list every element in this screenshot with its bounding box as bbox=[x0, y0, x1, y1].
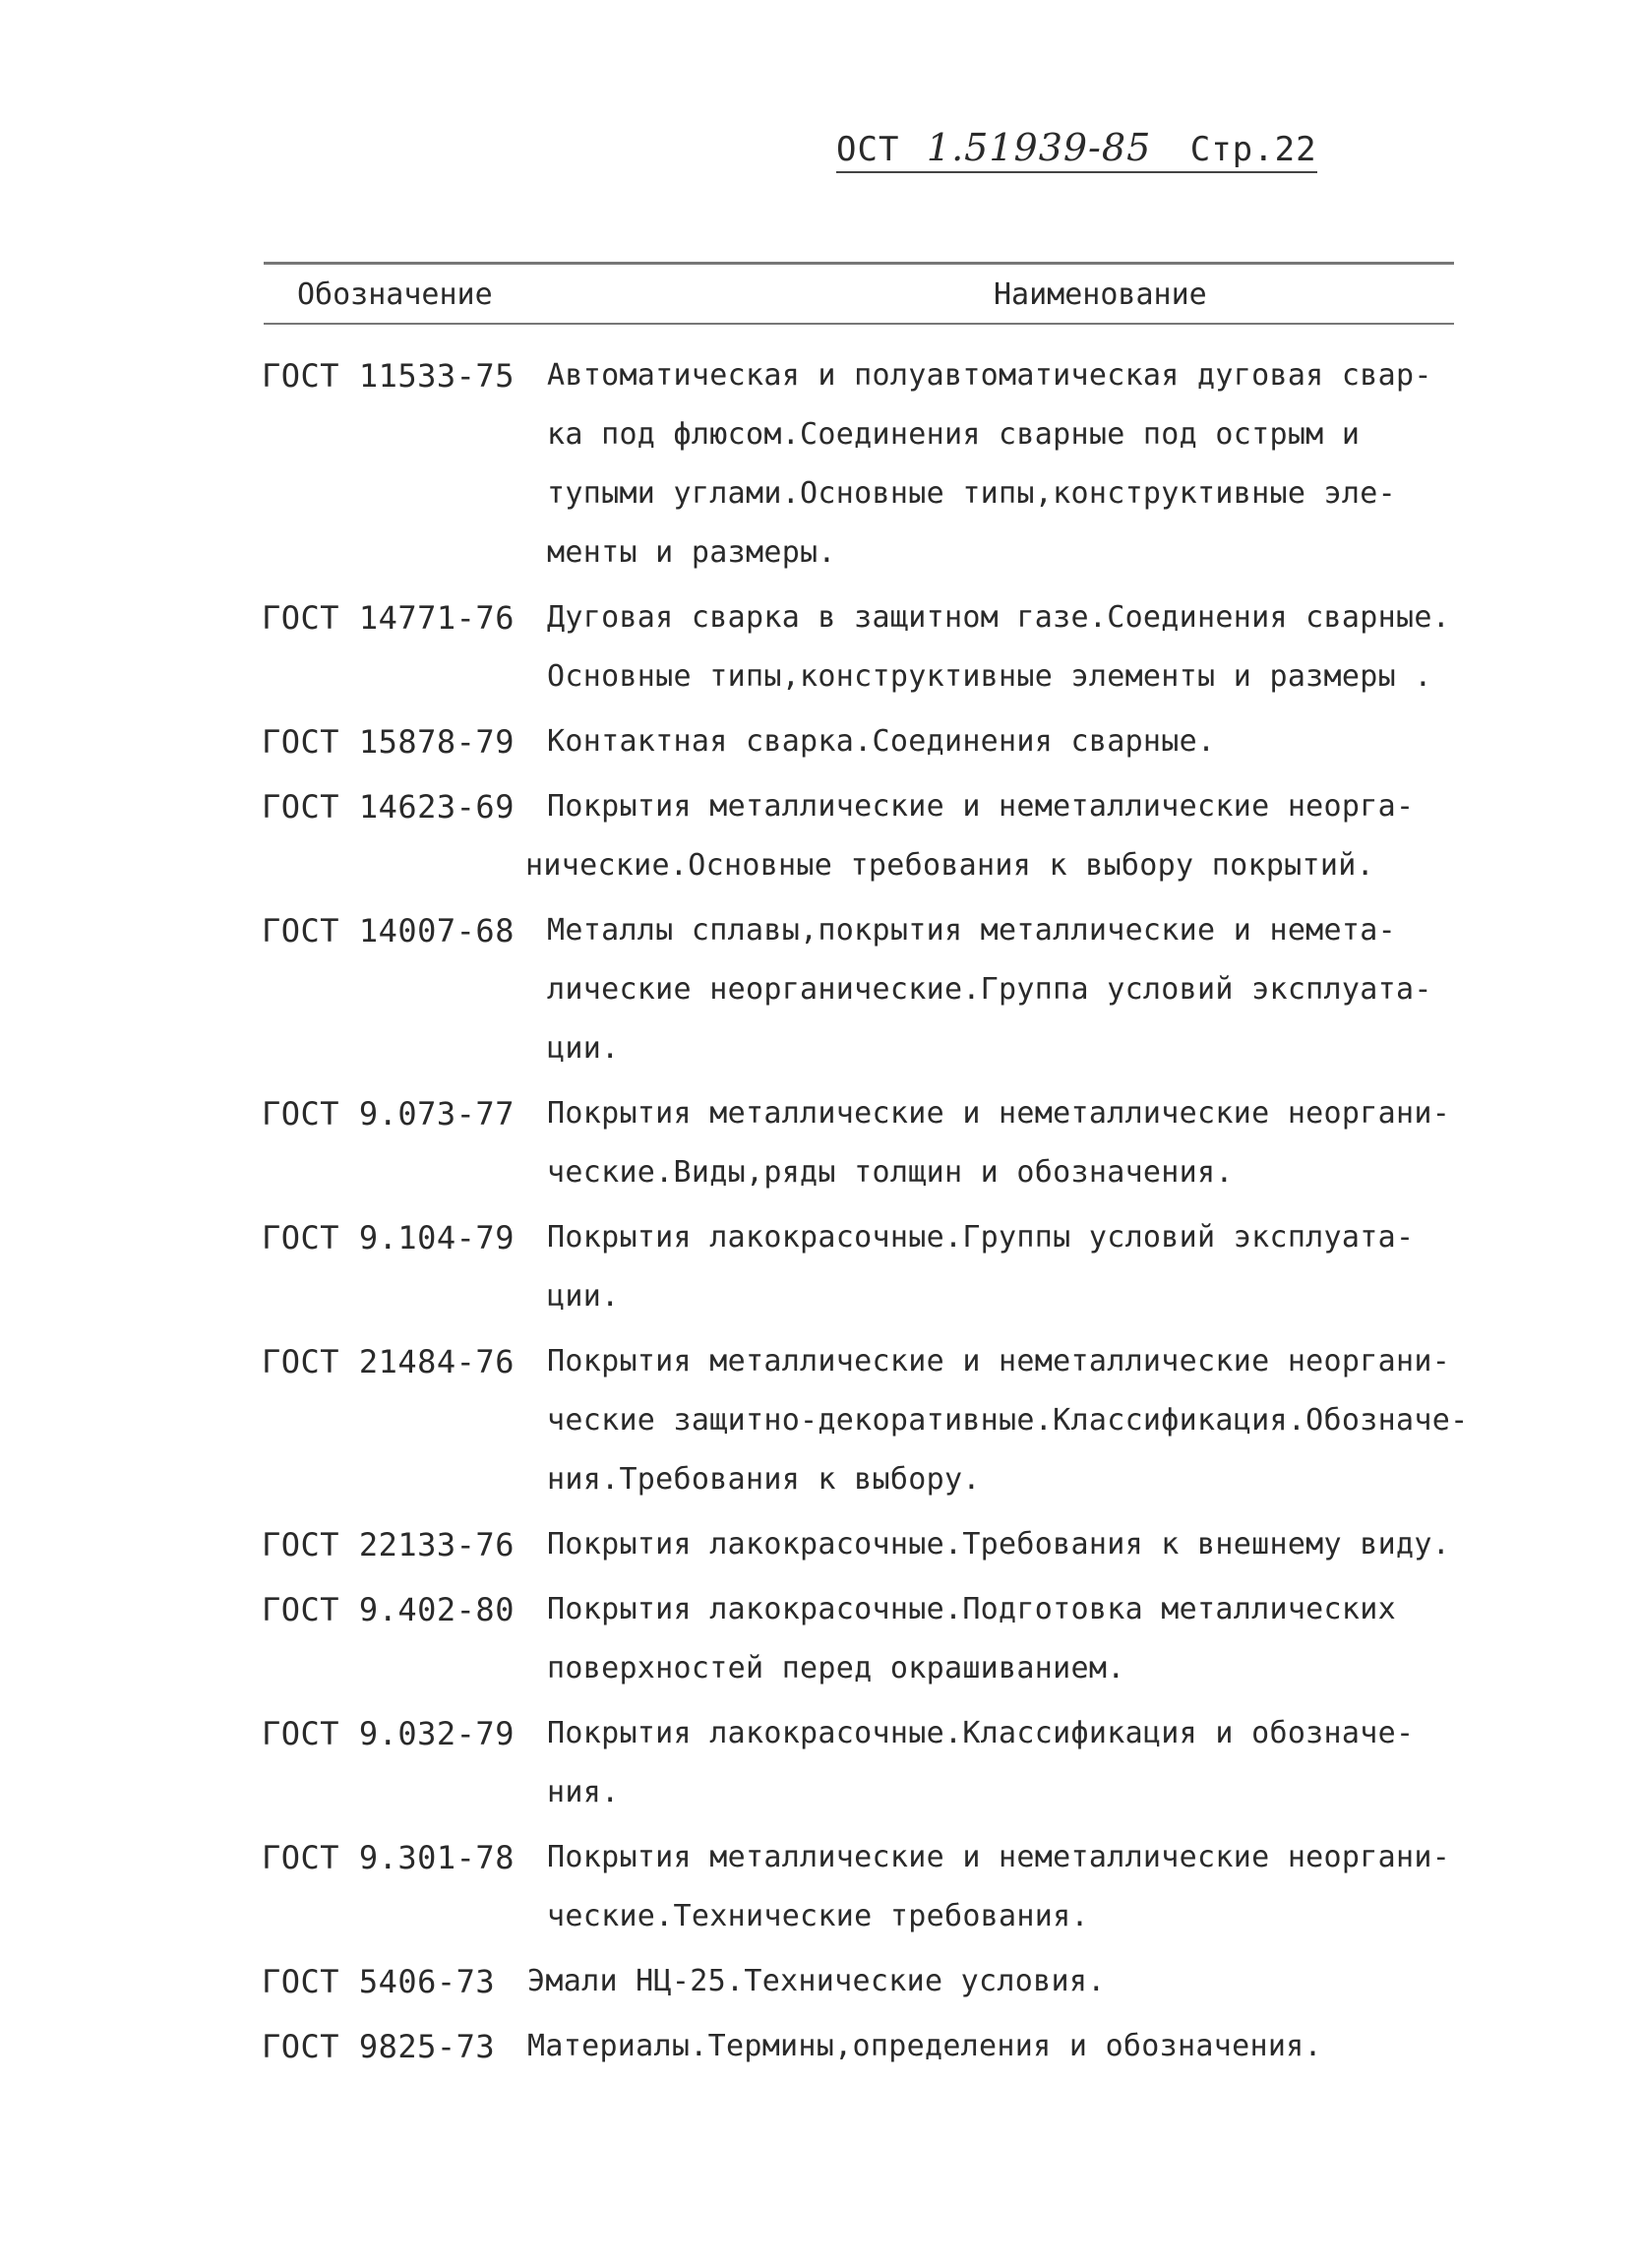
standards-list bbox=[0, 346, 1638, 2082]
column-header-designation: Обозначение bbox=[297, 277, 493, 312]
standard-title bbox=[547, 901, 1531, 1078]
standard-title-line: ния.Требования к выбору. bbox=[547, 1462, 981, 1497]
table-row bbox=[0, 588, 1638, 706]
standard-code: ГОСТ 9825-73 bbox=[262, 2028, 496, 2065]
standard-title bbox=[547, 588, 1531, 706]
standard-title-line: Покрытия лакокрасочные.Группы условий эксплуата- bbox=[547, 1220, 1415, 1255]
standard-title-line: Покрытия лакокрасочные.Классификация и обозначе- bbox=[547, 1716, 1415, 1750]
standard-title-line: тупыми углами.Основные типы,конструктивные эле- bbox=[547, 476, 1396, 511]
standard-title-line: менты и размеры. bbox=[547, 535, 836, 570]
page-number: Стр.22 bbox=[1189, 130, 1317, 169]
standard-code: ГОСТ 22133-76 bbox=[262, 1526, 515, 1563]
standard-title-line: Покрытия лакокрасочные.Подготовка металлических bbox=[547, 1592, 1396, 1626]
standard-title-line: ции. bbox=[547, 1279, 620, 1314]
document-number: 1.51939-85 bbox=[926, 126, 1152, 169]
standard-title-line: ции. bbox=[547, 1031, 620, 1066]
standard-title-line: Покрытия металлические и неметаллические неорга- bbox=[547, 789, 1415, 824]
standard-code: ГОСТ 9.032-79 bbox=[262, 1715, 515, 1752]
standard-title-line: Контактная сварка.Соединения сварные. bbox=[547, 724, 1216, 759]
table-row bbox=[0, 346, 1638, 582]
table-row bbox=[0, 1515, 1638, 1574]
table-row bbox=[0, 1704, 1638, 1822]
standard-code: ГОСТ 21484-76 bbox=[262, 1343, 515, 1380]
standard-title bbox=[547, 1515, 1531, 1574]
table-row bbox=[0, 901, 1638, 1078]
standard-title-line: Дуговая сварка в защитном газе.Соединения сварные. bbox=[547, 600, 1451, 635]
standard-title bbox=[547, 1828, 1531, 1946]
standard-title-line: поверхностей перед окрашиванием. bbox=[547, 1651, 1125, 1686]
table-header-rule bbox=[264, 323, 1454, 325]
standard-title-line: Покрытия металлические и неметаллические неоргани- bbox=[547, 1344, 1451, 1379]
standard-code: ГОСТ 9.301-78 bbox=[262, 1839, 515, 1876]
standard-title-line: ния. bbox=[547, 1775, 620, 1809]
standard-title bbox=[547, 1704, 1531, 1822]
standard-title-line: Материалы.Термины,определения и обозначения. bbox=[527, 2029, 1322, 2063]
standard-code: ГОСТ 9.104-79 bbox=[262, 1219, 515, 1257]
standard-title bbox=[547, 712, 1531, 771]
standard-title-line: ческие.Технические требования. bbox=[547, 1899, 1089, 1933]
standard-title-line: Покрытия металлические и неметаллические неоргани- bbox=[547, 1840, 1451, 1874]
standard-title bbox=[547, 346, 1531, 582]
table-row bbox=[0, 2017, 1638, 2076]
table-row bbox=[0, 1952, 1638, 2011]
standard-code: ГОСТ 9.402-80 bbox=[262, 1591, 515, 1628]
standard-title-line: ческие.Виды,ряды толщин и обозначения. bbox=[547, 1155, 1234, 1190]
table-row bbox=[0, 1332, 1638, 1509]
page-header bbox=[836, 126, 1317, 173]
standard-title-line: ческие защитно-декоративные.Классификация.Обозначе- bbox=[547, 1403, 1469, 1438]
table-row bbox=[0, 1084, 1638, 1202]
standard-title bbox=[547, 1208, 1531, 1326]
standard-title-line: Эмали НЦ-25.Технические условия. bbox=[527, 1964, 1106, 1998]
standard-code: ГОСТ 14771-76 bbox=[262, 599, 515, 637]
standard-code: ГОСТ 14007-68 bbox=[262, 912, 515, 950]
standard-title-line: Покрытия лакокрасочные.Требования к внешнему виду. bbox=[547, 1527, 1451, 1562]
table-row bbox=[0, 777, 1638, 895]
table-top-rule bbox=[264, 262, 1454, 265]
table-row bbox=[0, 1828, 1638, 1946]
table-row bbox=[0, 1580, 1638, 1698]
standard-title-line: Покрытия металлические и неметаллические неоргани- bbox=[547, 1096, 1451, 1131]
document-code-prefix: ОСТ bbox=[836, 130, 900, 169]
standard-title bbox=[547, 1580, 1531, 1698]
standard-title bbox=[527, 1952, 1511, 2011]
table-row bbox=[0, 712, 1638, 771]
table-row bbox=[0, 1208, 1638, 1326]
standard-title-line: нические.Основные требования к выбору покрытий. bbox=[525, 848, 1374, 883]
column-header-name: Наименование bbox=[994, 277, 1207, 312]
standard-title-line: Металлы сплавы,покрытия металлические и немета- bbox=[547, 913, 1396, 948]
standard-title-line: Автоматическая и полуавтоматическая дуговая свар- bbox=[547, 358, 1432, 393]
standard-code: ГОСТ 15878-79 bbox=[262, 723, 515, 761]
standard-title bbox=[525, 777, 1531, 895]
standard-title bbox=[527, 2017, 1511, 2076]
standard-title bbox=[547, 1332, 1531, 1509]
standard-code: ГОСТ 5406-73 bbox=[262, 1963, 496, 2000]
standard-title-line: лические неорганические.Группа условий эксплуата- bbox=[547, 972, 1432, 1007]
standard-title-line: Основные типы,конструктивные элементы и размеры . bbox=[547, 659, 1432, 694]
standard-code: ГОСТ 11533-75 bbox=[262, 357, 515, 395]
standard-title bbox=[547, 1084, 1531, 1202]
standard-title-line: ка под флюсом.Соединения сварные под острым и bbox=[547, 417, 1361, 452]
standard-code: ГОСТ 9.073-77 bbox=[262, 1095, 515, 1133]
standard-code: ГОСТ 14623-69 bbox=[262, 788, 515, 826]
